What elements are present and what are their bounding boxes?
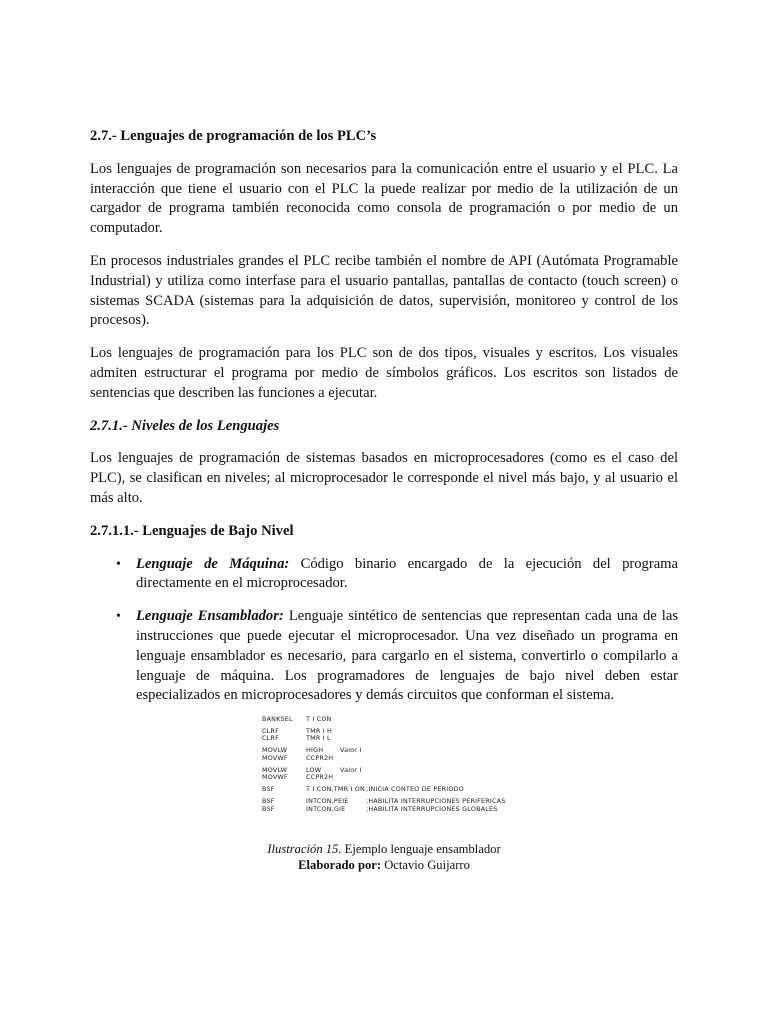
list-item (90, 607, 678, 706)
code-comment: ;HABILITA INTERRUPCIONES PERIFERICAS (366, 797, 506, 806)
code-line (262, 755, 512, 762)
code-line (262, 786, 512, 793)
credit-label: Elaborado por: (298, 857, 382, 872)
code-op: MOVWF (262, 753, 288, 762)
code-extra: Valor I (340, 765, 362, 774)
code-line (262, 774, 512, 781)
page-content (90, 127, 678, 719)
code-comment (366, 735, 512, 742)
code-arg: INTCON,GIE (306, 804, 346, 813)
code-arg: TMR I L (306, 734, 331, 743)
code-line (262, 735, 512, 742)
code-comment (366, 716, 512, 723)
code-extra (340, 755, 366, 762)
list-item-text: Código binario encargado de la ejecución del programa directamente en el microprocesador. (136, 555, 679, 592)
code-op: MOVLW (262, 746, 288, 755)
bullet-list (90, 555, 678, 707)
code-comment: ;INICIA CONTEO DE PERIODO (366, 785, 464, 794)
code-arg: HIGH (306, 746, 324, 755)
code-op: CLRF (262, 734, 279, 743)
code-line (262, 767, 512, 774)
code-comment (366, 747, 512, 754)
subsubsection-heading: 2.7.1.1.- Lenguajes de Bajo Nivel (90, 522, 294, 539)
figure-caption (200, 842, 568, 873)
code-arg: T I CON,TMR I ON (306, 785, 365, 794)
code-line (262, 806, 512, 813)
code-extra (340, 774, 366, 781)
credit-line (200, 858, 568, 874)
code-arg: CCPR2H (306, 773, 334, 782)
code-op: CLRF (262, 727, 279, 735)
code-op: MOVLW (262, 765, 288, 774)
code-extra: Valor I (340, 746, 362, 755)
code-comment (366, 767, 512, 774)
paragraph: Los lenguajes de programación para los PLC son de dos tipos, visuales y escritos. Los visuales admiten estructurar el programa por medio de símbolos gráficos. Los escritos son listados de sentencias que describen las funciones a ejecutar. (90, 345, 678, 401)
code-arg: TMR I H (306, 727, 333, 735)
list-item-text: Lenguaje sintético de sentencias que representan cada una de las instrucciones que puede ejecutar el microprocesador. Una vez diseñado un programa en lenguaje ensamblador es necesario, para cargarlo en el sistema, convertirlo o compilarlo a lenguaje de máquina. Los programadores de lenguajes de bajo nivel deben estar especializados en microprocesadores y demás circuitos que conforman el sistema. (136, 608, 678, 704)
code-comment (366, 755, 512, 762)
paragraph: En procesos industriales grandes el PLC recibe también el nombre de API (Autómata Programable Industrial) y utiliza como interfase para el usuario pantallas, pantallas de contacto (touch screen) o sistemas SCADA (sistemas para la adquisición de datos, supervisión, monitoreo y control de los procesos). (90, 252, 678, 329)
code-line (262, 747, 512, 754)
caption-text: Ejemplo lenguaje ensamblador (341, 842, 501, 856)
code-line (262, 716, 512, 723)
caption-line (200, 842, 568, 858)
bullet-icon: • (116, 609, 121, 625)
caption-label: Ilustración 15. (267, 842, 342, 856)
paragraph: Los lenguajes de programación de sistemas basados en microprocesadores (como es el caso del PLC), se clasifican en niveles; al microprocesador le corresponde el nivel más bajo, y al usuario el más alto. (90, 450, 678, 506)
subsection-heading: 2.7.1.- Niveles de los Lenguajes (90, 417, 280, 434)
list-item-term: Lenguaje Ensamblador: (136, 608, 284, 625)
code-arg: INTCON,PEIE (306, 797, 349, 806)
list-item (90, 555, 678, 595)
assembly-code-figure (262, 716, 512, 828)
section-heading: 2.7.- Lenguajes de programación de los PLC’s (90, 128, 377, 144)
code-extra (340, 735, 366, 742)
code-op: BSF (262, 797, 275, 806)
code-op: MOVWF (262, 773, 288, 782)
code-extra (340, 716, 366, 723)
code-op: BSF (262, 804, 275, 813)
code-comment (366, 774, 512, 781)
code-op: BANKSEL (262, 715, 293, 723)
list-item-term: Lenguaje de Máquina: (136, 555, 290, 572)
credit-text: Octavio Guijarro (381, 857, 470, 872)
code-arg: CCPR2H (306, 753, 334, 762)
paragraph: Los lenguajes de programación son necesarios para la comunicación entre el usuario y el PLC. La interacción que tiene el usuario con el PLC la puede realizar por medio de la utilización de un cargador de programa también reconocida como consola de programación o por medio de un computador. (90, 160, 678, 237)
code-extra (340, 728, 366, 735)
code-comment: ;HABILITA INTERRUPCIONES GLOBALES (366, 804, 498, 813)
code-comment (366, 728, 512, 735)
code-line (262, 728, 512, 735)
code-arg: T I CON (306, 715, 332, 723)
bullet-icon: • (116, 556, 121, 572)
code-op: BSF (262, 785, 275, 794)
code-arg: LOW (306, 765, 322, 774)
